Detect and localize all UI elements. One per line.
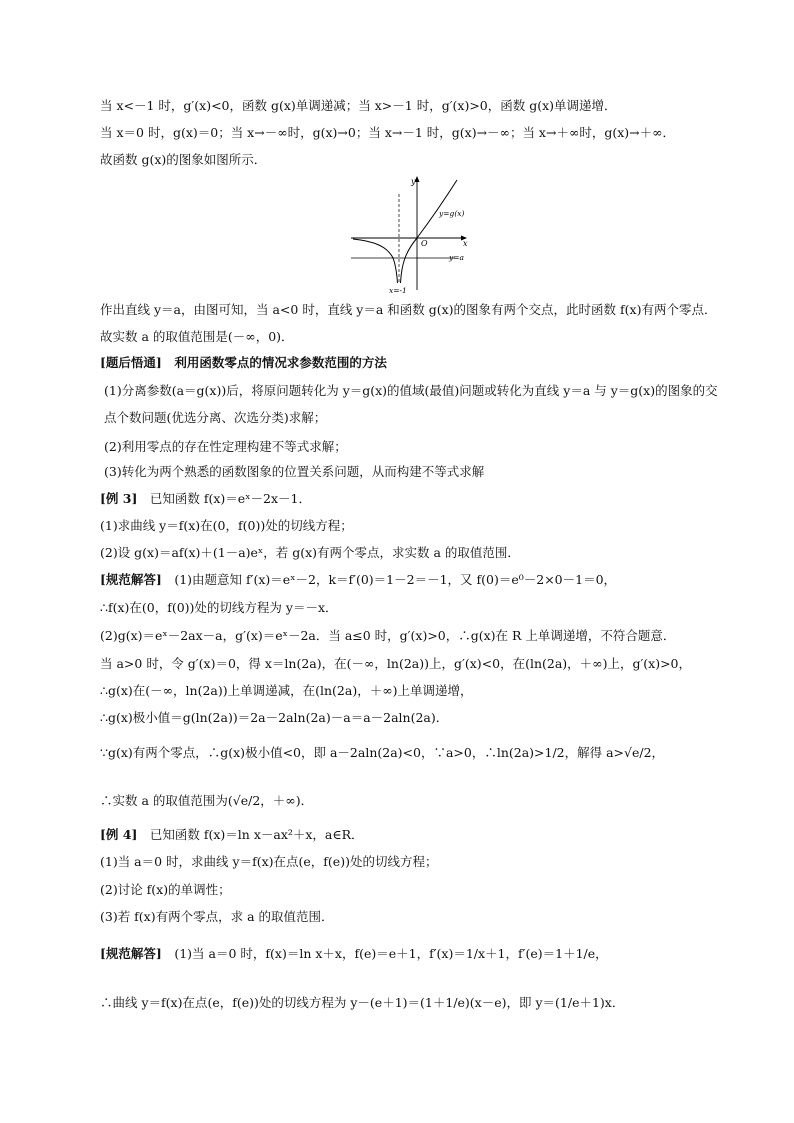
- text-line: ∴g(x)极小值＝g(ln(2a))＝2a－2aln(2a)－a＝a－2aln(2a)．: [100, 710, 449, 725]
- solution-tag: [规范解答]: [100, 946, 162, 961]
- curve-left-branch: [353, 239, 398, 283]
- text-line: [100, 354, 387, 372]
- section-title: 利用函数零点的情况求参数范围的方法: [161, 355, 387, 370]
- text-line: (2)利用零点的存在性定理构建不等式求解；: [104, 439, 347, 454]
- text-line: [100, 945, 608, 963]
- text-line: ∴f(x)在(0，f(0))处的切线方程为 y＝－x．: [100, 600, 338, 615]
- section-tag: [题后悟通]: [100, 355, 162, 370]
- text-line: (1)当 a＝0 时，求曲线 y＝f(x)在点(e，f(e))处的切线方程；: [100, 854, 438, 869]
- text-line: ∴曲线 y＝f(x)在点(e，f(e))处的切线方程为 y－(e＋1)＝(1＋1/e)(x－e)，即 y＝(1/e＋1)x．: [100, 995, 625, 1010]
- function-graph: [345, 172, 475, 294]
- curve-right-branch: [401, 180, 458, 283]
- text-line: 故函数 g(x)的图象如图所示．: [100, 152, 267, 167]
- text-paragraph: (1)分离参数(a＝g(x))后，将原问题转化为 y＝g(x)的值域(最值)问题或转化为直线 y＝a 与 y＝g(x)的图象的交点个数问题(优选分离、次选分类)求解；: [104, 383, 718, 425]
- line-label: y=a: [449, 253, 464, 262]
- curve-label: y=g(x): [439, 209, 465, 218]
- text-line: 当 a>0 时，令 g′(x)＝0，得 x＝ln(2a)，在(－∞，ln(2a))上，g′(x)<0，在(ln(2a)，＋∞)上，g′(x)>0，: [100, 656, 692, 671]
- text-line: (1)求曲线 y＝f(x)在(0，f(0))处的切线方程；: [100, 518, 353, 533]
- example-tag: [例 4]: [100, 827, 138, 842]
- example-text: 已知函数 f(x)＝eˣ－2x－1．: [137, 491, 311, 506]
- solution-text: (1)当 a＝0 时，f(x)＝ln x＋x，f(e)＝e＋1，f′(x)＝1/x＋1，f′(e)＝1＋1/e，: [161, 946, 608, 961]
- text-line: (2)g(x)＝eˣ－2ax－a，g′(x)＝eˣ－2a．当 a≤0 时，g′(x)>0，∴g(x)在 R 上单调递增，不符合题意．: [100, 628, 676, 643]
- text-line: [100, 571, 616, 589]
- text-line: (2)讨论 f(x)的单调性；: [100, 882, 231, 897]
- asymptote-label: x=-1: [389, 286, 407, 294]
- solution-tag: [规范解答]: [100, 572, 162, 587]
- text-line: 当 x<－1 时，g′(x)<0，函数 g(x)单调递减；当 x>－1 时，g′(x)>0，函数 g(x)单调递增．: [100, 98, 617, 113]
- example-text: 已知函数 f(x)＝ln x－ax²＋x，a∈R．: [137, 827, 364, 842]
- text-line: ∴实数 a 的取值范围为(√e/2，＋∞)．: [100, 793, 314, 808]
- text-line: (2)设 g(x)＝af(x)＋(1－a)eˣ，若 g(x)有两个零点，求实数 a 的取值范围．: [100, 545, 520, 560]
- y-axis-label: y: [411, 177, 416, 186]
- text-line: ∵g(x)有两个零点，∴g(x)极小值<0，即 a－2aln(2a)<0，∵a>0，∴ln(2a)>1/2，解得 a>√e/2，: [100, 745, 665, 760]
- text-line: [100, 490, 311, 508]
- text-line: (3)转化为两个熟悉的函数图象的位置关系问题，从而构建不等式求解: [104, 464, 485, 479]
- text-line: [100, 826, 364, 844]
- text-line: (3)若 f(x)有两个零点，求 a 的取值范围．: [100, 909, 334, 924]
- example-tag: [例 3]: [100, 491, 138, 506]
- origin-label: O: [421, 239, 428, 248]
- x-axis-label: x: [463, 239, 468, 248]
- text-line: ∴g(x)在(－∞，ln(2a))上单调递减，在(ln(2a)，＋∞)上单调递增，: [100, 683, 473, 698]
- solution-text: (1)由题意知 f′(x)＝eˣ－2，k＝f′(0)＝1－2＝－1，又 f(0)＝e⁰－2×0－1＝0，: [161, 572, 617, 587]
- text-line: 当 x＝0 时，g(x)＝0；当 x→－∞时，g(x)→0；当 x→－1 时，g(x)→－∞；当 x→＋∞时，g(x)→＋∞．: [100, 125, 676, 140]
- text-paragraph: 作出直线 y＝a，由图可知，当 a<0 时，直线 y＝a 和函数 g(x)的图象有两个交点，此时函数 f(x)有两个零点．故实数 a 的取值范围是(－∞，0)．: [100, 302, 717, 344]
